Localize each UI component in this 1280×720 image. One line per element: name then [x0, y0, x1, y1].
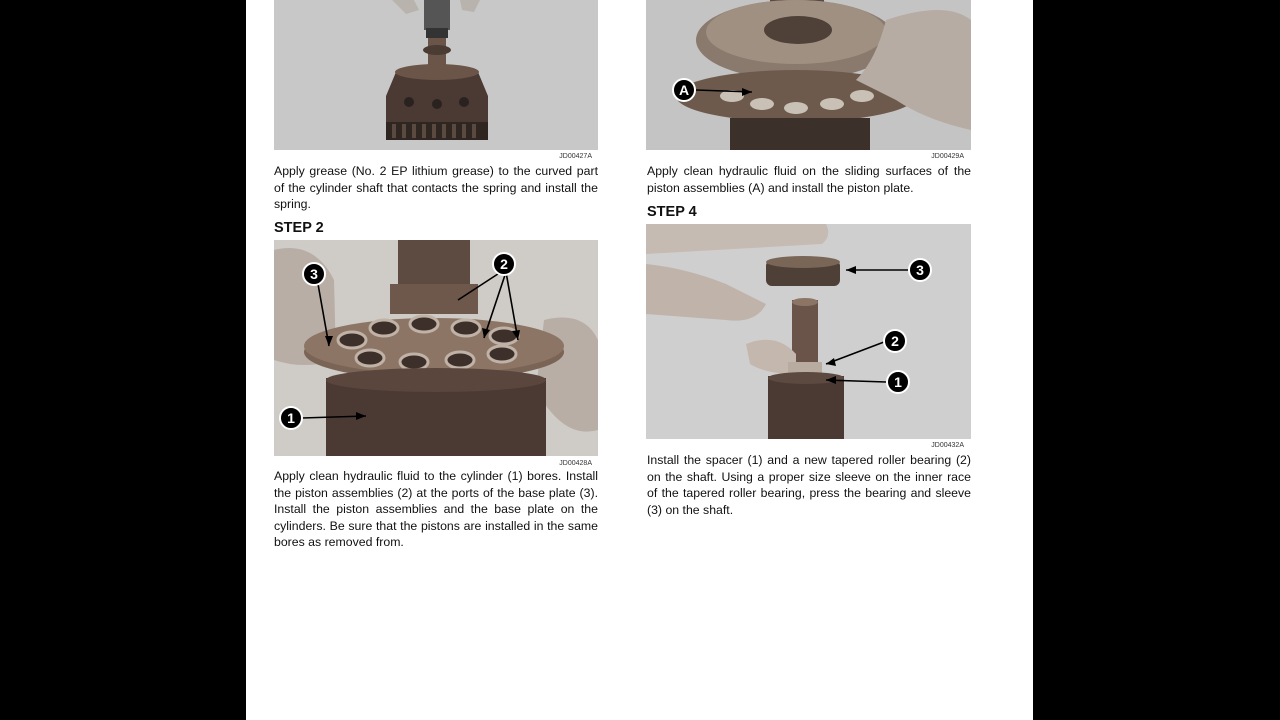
step-4-instruction-text: Install the spacer (1) and a new tapered roller bearing (2) on the shaft. Using a proper size sleeve on the inner race of the tapered roller bearing, press the bearing and sleeve (3) on the shaft.: [647, 453, 971, 517]
image-code: JD00429A: [931, 153, 964, 160]
image-code: JD00432A: [931, 442, 964, 449]
piston-plate-photo: [646, 0, 971, 150]
svg-text:3: 3: [310, 266, 318, 282]
callout-3: [303, 263, 325, 285]
piston-fluid-instruction-text: Apply clean hydraulic fluid on the sliding surfaces of the piston assemblies (A) and install the piston plate.: [647, 164, 971, 195]
step-4-heading: STEP 4: [647, 204, 697, 220]
cylinder-spring-illustration: [274, 0, 598, 150]
callout-1: [280, 407, 302, 429]
bearing-install-illustration: [646, 224, 971, 439]
step-4-photo: [646, 224, 971, 439]
callout-a: [673, 79, 695, 101]
piston-plate-illustration: [646, 0, 971, 150]
image-code: JD00428A: [559, 460, 592, 467]
callout-2: [493, 253, 515, 275]
callout-2: [884, 330, 906, 352]
step-2-photo: [274, 240, 598, 456]
cylinder-spring-photo: [274, 0, 598, 150]
grease-instruction-text: Apply grease (No. 2 EP lithium grease) to the curved part of the cylinder shaft that contacts the spring and install the spring.: [274, 164, 598, 211]
image-code: JD00427A: [559, 153, 592, 160]
step-2-instruction-text: Apply clean hydraulic fluid to the cylinder (1) bores. Install the piston assemblies (2) at the ports of the base plate (3). Install the piston assemblies and the base plate on the cylinders. Be sure that the pistons are installed in the same bores as removed from.: [274, 469, 598, 549]
piston-base-plate-illustration: [274, 240, 598, 456]
svg-text:2: 2: [891, 333, 899, 349]
manual-page: [246, 0, 1033, 720]
svg-text:A: A: [678, 82, 690, 98]
svg-text:1: 1: [894, 374, 902, 390]
svg-text:1: 1: [287, 410, 295, 426]
svg-text:3: 3: [916, 262, 924, 278]
callout-3: [909, 259, 931, 281]
svg-text:2: 2: [500, 256, 508, 272]
step-2-heading: STEP 2: [274, 220, 324, 236]
callout-1: [887, 371, 909, 393]
